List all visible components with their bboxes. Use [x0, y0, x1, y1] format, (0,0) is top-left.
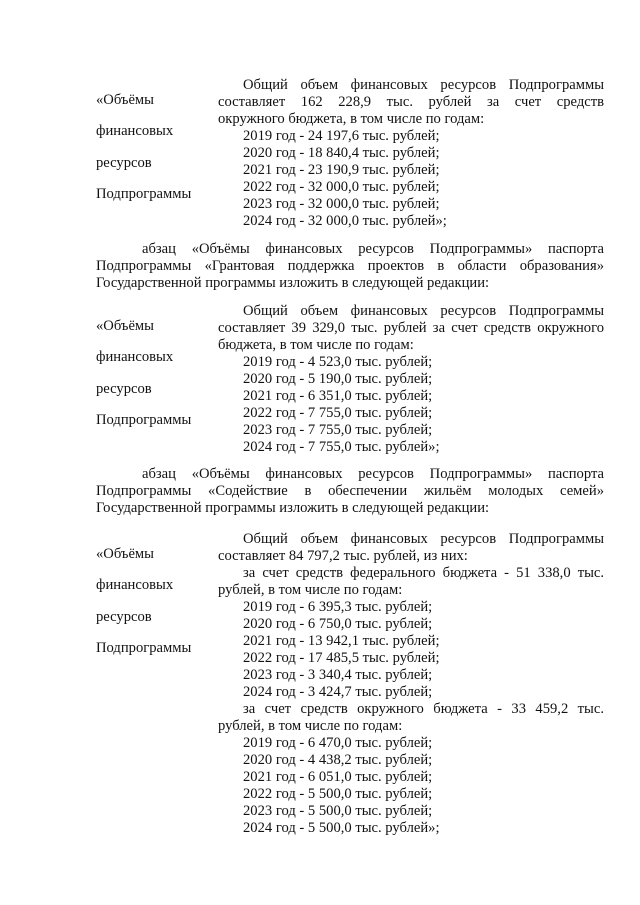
district-year-line: 2020 год - 4 438,2 тыс. рублей; — [243, 752, 433, 768]
paragraph-line: абзац «Объёмы финансовых ресурсов Подпрограммы» паспорта — [142, 466, 604, 482]
year-line: 2024 год - 32 000,0 тыс. рублей»; — [243, 213, 447, 229]
intro-line: Общий объем финансовых ресурсов Подпрограммы — [243, 303, 604, 319]
federal-year-line: 2023 год - 3 340,4 тыс. рублей; — [243, 667, 433, 683]
label-line: ресурсов — [96, 608, 152, 625]
intro-line: Общий объем финансовых ресурсов Подпрограммы — [243, 531, 604, 547]
label-line: Подпрограммы — [96, 412, 192, 429]
block-label — [96, 77, 218, 230]
funding-block-3 — [96, 531, 604, 837]
paragraph-line: Государственной программы изложить в следующей редакции: — [96, 275, 490, 291]
label-line: ресурсов — [96, 154, 152, 171]
label-line: финансовых — [96, 349, 174, 366]
district-intro-line: за счет средств окружного бюджета - 33 459,2 тыс. — [243, 701, 604, 717]
intro-line: Общий объем финансовых ресурсов Подпрограммы — [243, 77, 604, 93]
federal-year-line: 2021 год - 13 942,1 тыс. рублей; — [243, 633, 440, 649]
block-content — [218, 77, 604, 230]
intro-line: составляет 39 329,0 тыс. рублей за счет средств окружного — [218, 320, 604, 336]
year-line: 2021 год - 23 190,9 тыс. рублей; — [243, 162, 440, 178]
paragraph-line: Подпрограммы «Грантовая поддержка проектов в области образования» — [96, 258, 604, 274]
federal-year-line: 2022 год - 17 485,5 тыс. рублей; — [243, 650, 440, 666]
year-line: 2020 год - 18 840,4 тыс. рублей; — [243, 145, 440, 161]
year-line: 2019 год - 24 197,6 тыс. рублей; — [243, 128, 440, 144]
intro-line: окружного бюджета, в том числе по годам: — [218, 111, 485, 127]
label-line: «Объёмы — [96, 91, 154, 108]
block-content — [218, 303, 604, 456]
label-line: финансовых — [96, 577, 174, 594]
funding-block-1 — [96, 77, 604, 230]
block-label — [96, 303, 218, 456]
label-line: «Объёмы — [96, 317, 154, 334]
year-line: 2023 год - 7 755,0 тыс. рублей; — [243, 422, 433, 438]
federal-year-line: 2020 год - 6 750,0 тыс. рублей; — [243, 616, 433, 632]
paragraph-line: Государственной программы изложить в следующей редакции: — [96, 500, 490, 516]
year-line: 2023 год - 32 000,0 тыс. рублей; — [243, 196, 440, 212]
district-year-line: 2024 год - 5 500,0 тыс. рублей»; — [243, 820, 440, 836]
district-intro-line: рублей, в том числе по годам: — [218, 718, 403, 734]
label-line: «Объёмы — [96, 545, 154, 562]
funding-block-2 — [96, 303, 604, 456]
year-line: 2022 год - 32 000,0 тыс. рублей; — [243, 179, 440, 195]
district-year-line: 2022 год - 5 500,0 тыс. рублей; — [243, 786, 433, 802]
district-year-line: 2021 год - 6 051,0 тыс. рублей; — [243, 769, 433, 785]
amendment-paragraph-2 — [96, 466, 604, 517]
federal-intro-line: рублей, в том числе по годам: — [218, 582, 403, 598]
block-label — [96, 531, 218, 837]
amendment-paragraph-1 — [96, 241, 604, 292]
block-content — [218, 531, 604, 837]
label-line: Подпрограммы — [96, 186, 192, 203]
federal-intro-line: за счет средств федерального бюджета - 51 338,0 тыс. — [243, 565, 604, 581]
year-line: 2022 год - 7 755,0 тыс. рублей; — [243, 405, 433, 421]
intro-line: бюджета, в том числе по годам: — [218, 337, 414, 353]
label-line: ресурсов — [96, 380, 152, 397]
federal-year-line: 2019 год - 6 395,3 тыс. рублей; — [243, 599, 433, 615]
paragraph-line: Подпрограммы «Содействие в обеспечении жильём молодых семей» — [96, 483, 604, 499]
year-line: 2021 год - 6 351,0 тыс. рублей; — [243, 388, 433, 404]
year-line: 2024 год - 7 755,0 тыс. рублей»; — [243, 439, 440, 455]
federal-year-line: 2024 год - 3 424,7 тыс. рублей; — [243, 684, 433, 700]
year-line: 2020 год - 5 190,0 тыс. рублей; — [243, 371, 433, 387]
intro-line: составляет 84 797,2 тыс. рублей, из них: — [218, 548, 468, 564]
district-year-line: 2023 год - 5 500,0 тыс. рублей; — [243, 803, 433, 819]
year-line: 2019 год - 4 523,0 тыс. рублей; — [243, 354, 433, 370]
paragraph-line: абзац «Объёмы финансовых ресурсов Подпрограммы» паспорта — [142, 241, 604, 257]
district-year-line: 2019 год - 6 470,0 тыс. рублей; — [243, 735, 433, 751]
intro-line: составляет 162 228,9 тыс. рублей за счет средств — [218, 94, 604, 110]
label-line: финансовых — [96, 123, 174, 140]
label-line: Подпрограммы — [96, 640, 192, 657]
